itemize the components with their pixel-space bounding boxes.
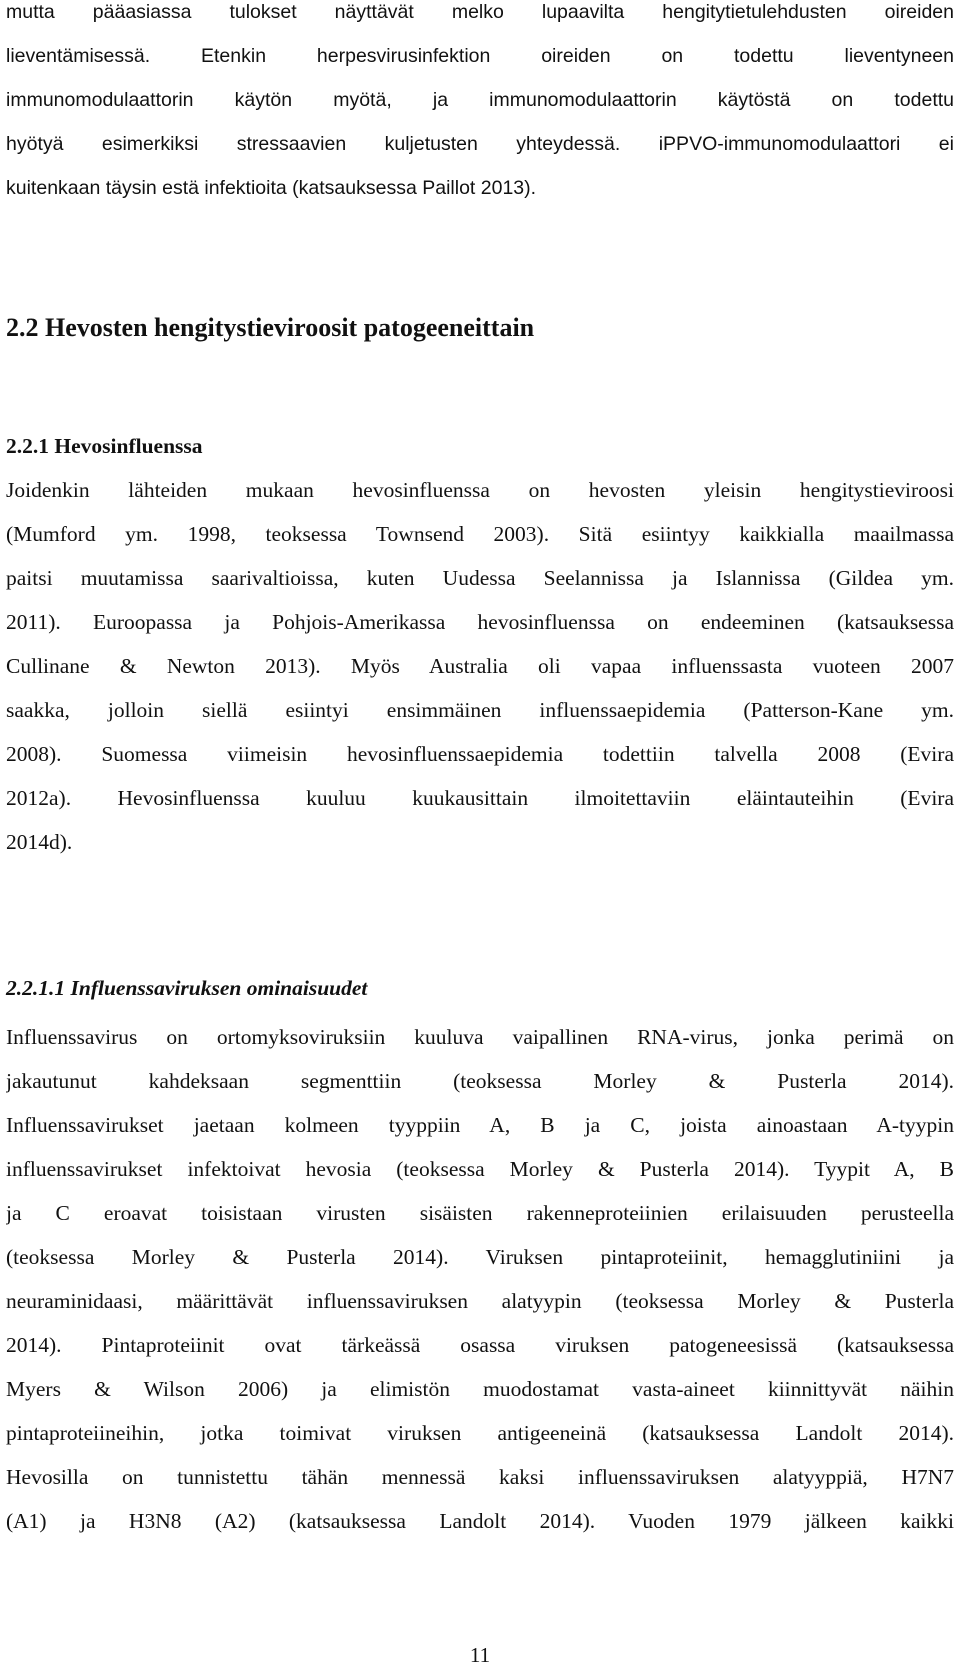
text-line: Joidenkin lähteiden mukaan hevosinfluenssa on hevosten yleisin hengitystieviroosi bbox=[6, 478, 954, 502]
text-line: 2011). Euroopassa ja Pohjois-Amerikassa hevosinfluenssa on endeeminen (katsauksessa bbox=[6, 610, 954, 634]
text-line: hyötyä esimerkiksi stressaavien kuljetusten yhteydessä. iPPVO-immunomodulaattori ei bbox=[6, 133, 954, 155]
text-line: saakka, jolloin siellä esiintyi ensimmäinen influenssaepidemia (Patterson-Kane ym. bbox=[6, 698, 954, 722]
virus-paragraph bbox=[6, 1015, 954, 1543]
text-line: 2014d). bbox=[6, 830, 73, 854]
text-line: Cullinane & Newton 2013). Myös Australia oli vapaa influenssasta vuoteen 2007 bbox=[6, 654, 954, 678]
text-line: ja C eroavat toisistaan virusten sisäisten rakenneproteiinien erilaisuuden perusteella bbox=[6, 1201, 954, 1225]
document-page bbox=[6, 0, 954, 1670]
text-line: (teoksessa Morley & Pusterla 2014). Viruksen pintaproteiinit, hemagglutiniini ja bbox=[6, 1245, 954, 1269]
section-heading: 2.2 Hevosten hengitystieviroosit patogeeneittain bbox=[6, 313, 535, 342]
text-line: Influenssavirukset jaetaan kolmeen tyyppiin A, B ja C, joista ainoastaan A-tyypin bbox=[6, 1113, 954, 1137]
text-line: (Mumford ym. 1998, teoksessa Townsend 2003). Sitä esiintyy kaikkialla maailmassa bbox=[6, 522, 954, 546]
text-line: (A1) ja H3N8 (A2) (katsauksessa Landolt 2014). Vuoden 1979 jälkeen kaikki bbox=[6, 1509, 954, 1533]
text-line: Influenssavirus on ortomyksoviruksiin kuuluva vaipallinen RNA-virus, jonka perimä on bbox=[6, 1025, 954, 1049]
page-number: 11 bbox=[469, 1643, 491, 1667]
text-line: 2008). Suomessa viimeisin hevosinfluenssaepidemia todettiin talvella 2008 (Evira bbox=[6, 742, 954, 766]
text-line: Hevosilla on tunnistettu tähän mennessä kaksi influenssaviruksen alatyyppiä, H7N7 bbox=[6, 1465, 954, 1489]
intro-paragraph bbox=[6, 0, 954, 210]
subsubsection-heading: 2.2.1.1 Influenssaviruksen ominaisuudet bbox=[6, 976, 368, 1000]
text-line: immunomodulaattorin käytön myötä, ja immunomodulaattorin käytöstä on todettu bbox=[6, 89, 954, 111]
text-line: 2012a). Hevosinfluenssa kuuluu kuukausittain ilmoitettaviin eläintauteihin (Evira bbox=[6, 786, 954, 810]
subsection-heading: 2.2.1 Hevosinfluenssa bbox=[6, 434, 203, 458]
text-line: Myers & Wilson 2006) ja elimistön muodostamat vasta-aineet kiinnittyvät näihin bbox=[6, 1377, 954, 1401]
text-line: jakautunut kahdeksaan segmenttiin (teoksessa Morley & Pusterla 2014). bbox=[6, 1069, 954, 1093]
text-line: influenssavirukset infektoivat hevosia (teoksessa Morley & Pusterla 2014). Tyypit A, B bbox=[6, 1157, 954, 1181]
text-line: neuraminidaasi, määrittävät influenssaviruksen alatyypin (teoksessa Morley & Pusterla bbox=[6, 1289, 954, 1313]
text-line: paitsi muutamissa saarivaltioissa, kuten Uudessa Seelannissa ja Islannissa (Gildea ym. bbox=[6, 566, 954, 590]
text-line: 2014). Pintaproteiinit ovat tärkeässä osassa viruksen patogeneesissä (katsauksessa bbox=[6, 1333, 954, 1357]
text-line: mutta pääasiassa tulokset näyttävät melko lupaavilta hengitytietulehdusten oireiden bbox=[6, 1, 954, 23]
text-line: pintaproteiineihin, jotka toimivat viruksen antigeeneinä (katsauksessa Landolt 2014). bbox=[6, 1421, 954, 1445]
text-line: kuitenkaan täysin estä infektioita (katsauksessa Paillot 2013). bbox=[6, 177, 537, 199]
influenza-paragraph bbox=[6, 468, 954, 864]
text-line: lieventämisessä. Etenkin herpesvirusinfektion oireiden on todettu lieventyneen bbox=[6, 45, 954, 67]
